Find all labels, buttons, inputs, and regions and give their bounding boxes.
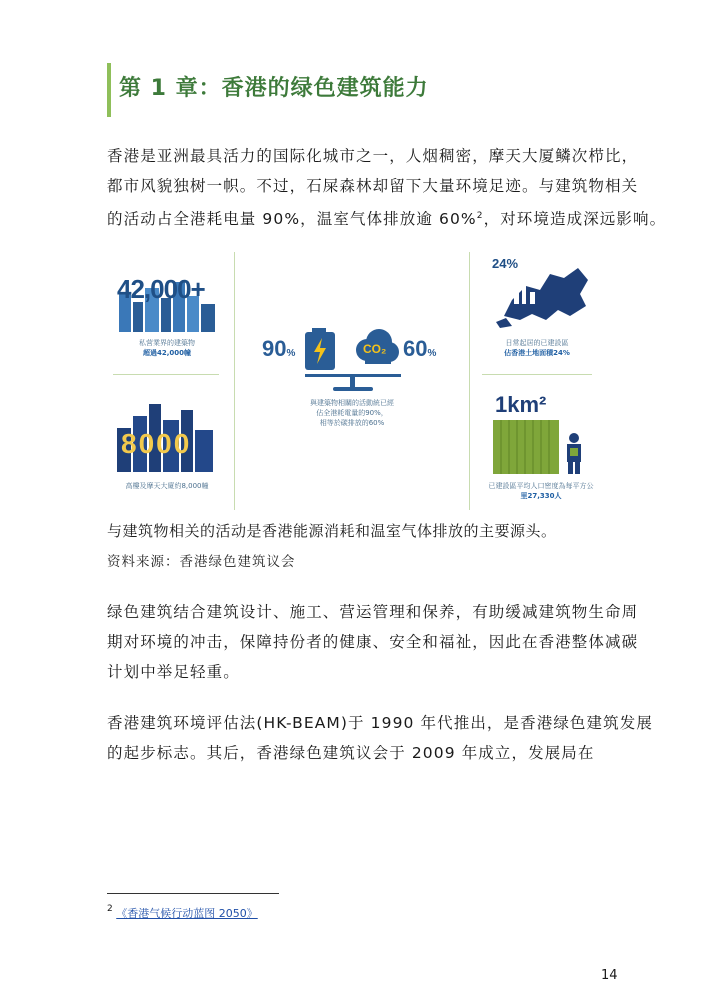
caption-line: 相等於碳排放的60% <box>319 419 385 427</box>
chapter-heading <box>107 63 627 117</box>
caption-line: 日常起居的已建設區 <box>505 339 569 347</box>
footnote <box>107 904 258 921</box>
paragraph-line: 计划中举足轻重。 <box>107 663 240 681</box>
land-caption <box>482 338 592 358</box>
emission-percent <box>403 336 436 362</box>
paragraph-line: 的起步标志。其后，香港绿色建筑议会于 2009 年成立，发展局在 <box>107 744 595 762</box>
paragraph-line <box>107 201 667 234</box>
footnote-number: 2 <box>107 904 113 914</box>
highrise-number: 8000 <box>121 428 192 459</box>
electricity-percent <box>262 336 295 362</box>
balance-scale-icon <box>303 370 403 392</box>
person-icon <box>563 432 585 474</box>
density-caption <box>482 481 600 501</box>
divider <box>113 374 219 375</box>
percent-sign: % <box>286 348 296 359</box>
caption-line: 里27,330人 <box>520 492 562 500</box>
paragraph-line: 期对环境的冲击，保障持份者的健康、安全和福祉，因此在香港整体减碳 <box>107 633 639 651</box>
population-grid-icon <box>493 420 559 474</box>
paragraph-line: 香港是亚洲最具活力的国际化城市之一，人烟稠密，摩天大厦鳞次栉比， <box>107 147 639 165</box>
heading-accent-bar <box>107 63 111 117</box>
paragraph-line: 绿色建筑结合建筑设计、施工、营运管理和保养，有助缓减建筑物生命周 <box>107 603 639 621</box>
paragraph-line: 都市风貌独树一帜。不过，石屎森林却留下大量环境足迹。与建筑物相关 <box>107 177 639 195</box>
caption-line: 私营業界的建築物 <box>139 339 195 347</box>
private-buildings-caption <box>113 338 221 358</box>
green-building-paragraph <box>107 597 637 687</box>
caption-line: 與建築物相關的活動統已經 <box>310 399 394 407</box>
caption-line: 已建設區平均人口密度為每平方公 <box>488 482 594 490</box>
battery-icon <box>303 328 337 370</box>
infographic-caption: 与建筑物相关的活动是香港能源消耗和温室气体排放的主要源头。 <box>107 522 557 540</box>
hk-beam-paragraph <box>107 708 653 768</box>
chapter-title: 第 1 章：香港的绿色建筑能力 <box>119 76 429 101</box>
paragraph-text: 的活动占全港耗电量 90%，温室气体排放逾 60% <box>107 210 477 228</box>
paragraph-line: 香港建筑环境评估法(HK-BEAM)于 1990 年代推出，是香港绿色建筑发展 <box>107 714 653 732</box>
percent-value: 60 <box>403 336 428 361</box>
percent-value: 90 <box>262 336 287 361</box>
co2-label: CO₂ <box>363 342 387 356</box>
footnote-link[interactable]: 《香港气候行动蓝图 2050》 <box>116 907 258 920</box>
divider <box>469 252 470 510</box>
source-note: 资料来源：香港绿色建筑议会 <box>107 554 296 570</box>
caption-line: 超過42,000幢 <box>142 349 191 357</box>
page-number: 14 <box>601 968 618 983</box>
footnote-ref[interactable]: 2 <box>476 211 484 221</box>
building-stats-infographic <box>107 252 617 512</box>
private-buildings-number: 42,000+ <box>117 274 205 304</box>
caption-line: 佔全港耗電量的90%， <box>316 409 388 417</box>
intro-paragraph <box>107 141 667 234</box>
percent-sign: % <box>427 348 437 359</box>
caption-line: 佔香港土地面積24% <box>504 349 570 357</box>
divider <box>482 374 592 375</box>
land-percent: 24% <box>492 256 519 271</box>
highrise-caption: 高樓及摩天大廈約8,000幢 <box>125 482 209 490</box>
paragraph-text: ，对环境造成深远影响。 <box>483 210 667 228</box>
footnote-divider <box>107 893 279 894</box>
center-caption <box>287 398 417 428</box>
divider <box>234 252 235 510</box>
density-number: 1km² <box>495 392 547 417</box>
